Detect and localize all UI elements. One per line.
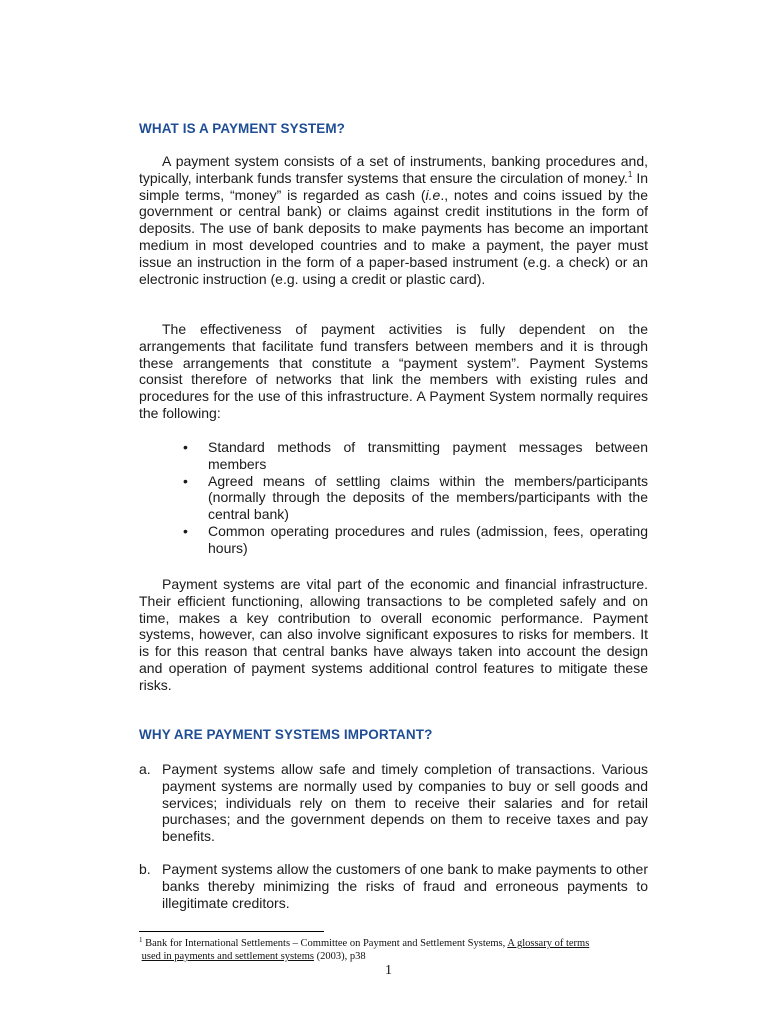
paragraph-vital-part: Payment systems are vital part of the economic and financial infrastructure. Their efficient functioning, allowing transactions to be completed safely and on time, makes a key contribution to overall economic performance. Payment systems, however, can also involve significant exposures to risks for members. It is for this reason that central banks have always taken into account the design and operation of payment systems additional control features to mitigate these risks. (139, 576, 648, 693)
requirements-list (183, 439, 648, 557)
importance-list-a (139, 761, 648, 845)
list-item: • Standard methods of transmitting payment messages between members (183, 439, 648, 473)
footnote: $^1$ Bank for International Settlements – Committee on Payment and Settlement Systems, A glossary of terms used in payments and settlement systems (2003), p38 (139, 936, 590, 962)
footnote-separator (139, 931, 324, 932)
footnote-link[interactable]: A glossary of terms (507, 938, 590, 949)
list-item: • Common operating procedures and rules (admission, fees, operating hours) (183, 523, 648, 557)
page-number: 1 (385, 963, 392, 978)
list-item: • Agreed means of settling claims within the members/participants (normally through the deposits of the members/participants with the central bank) (183, 473, 648, 523)
footnote-ref[interactable]: 1 (627, 169, 633, 179)
footnote-link[interactable]: used in payments and settlement systems (141, 951, 314, 962)
section-heading-why-important: WHY ARE PAYMENT SYSTEMS IMPORTANT? (139, 727, 433, 742)
section-heading-what-is: WHAT IS A PAYMENT SYSTEM? (139, 121, 346, 136)
paragraph-effectiveness: The effectiveness of payment activities is fully dependent on the arrangements that facilitate fund transfers between members and it is through these arrangements that constitute a “payment system”. Payment Systems consist therefore of networks that link the members with existing rules and procedures for the use of this infrastructure. A Payment System normally requires the following: (139, 321, 648, 421)
list-item: a. Payment systems allow safe and timely completion of transactions. Various payment systems are normally used by companies to buy or sell goods and services; individuals rely on them to receive their salaries and for retail purchases; and the government depends on them to receive taxes and pay benefits. (139, 761, 648, 845)
list-item: b. Payment systems allow the customers of one bank to make payments to other banks thereby minimizing the risks of fraud and erroneous payments to illegitimate creditors. (139, 861, 648, 911)
importance-list-b (139, 861, 648, 911)
paragraph-definition: A payment system consists of a set of instruments, banking procedures and, typically, interbank funds transfer systems that ensure the circulation of money.$^1$ In simple terms, “money” is regarded as cash (i.e., notes and coins issued by the government or central bank) or claims against credit institutions in the form of deposits. The use of bank deposits to make payments has become an important medium in most developed countries and to make a payment, the payer must issue an instruction in the form of a paper-based instrument (e.g. a check) or an electronic instruction (e.g. using a credit or plastic card). (139, 153, 648, 287)
